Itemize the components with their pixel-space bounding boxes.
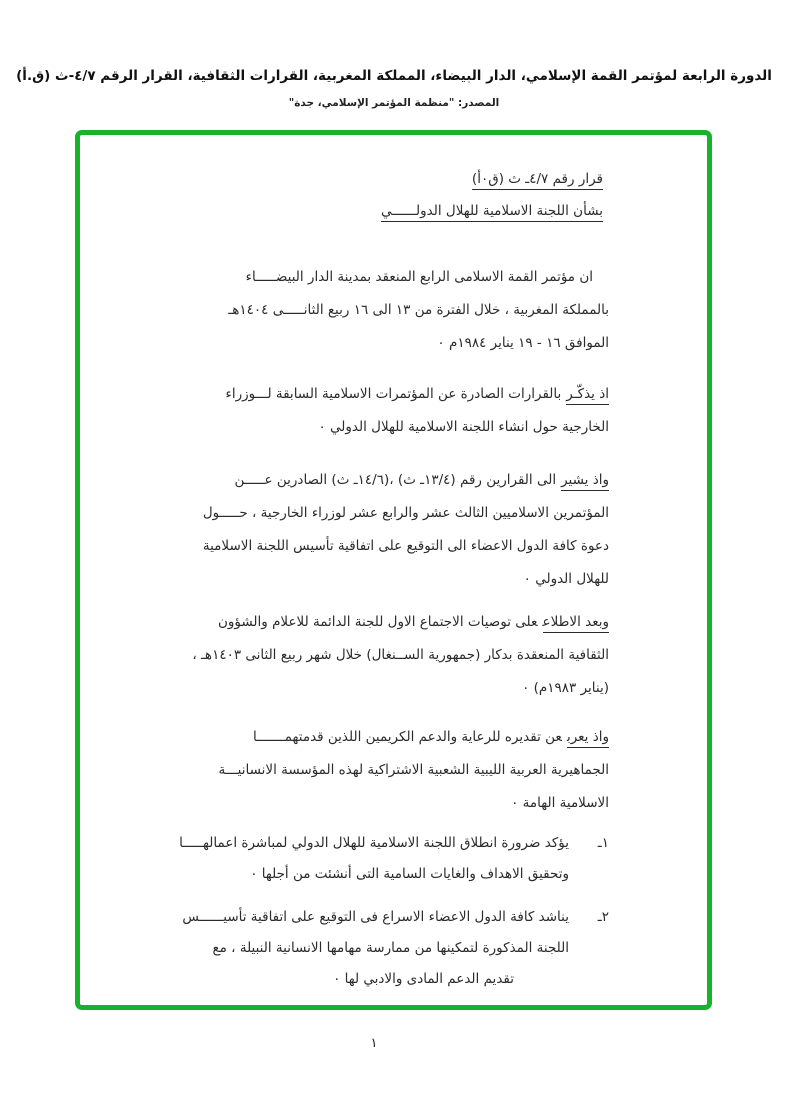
- operative-item-1: [110, 828, 609, 890]
- paragraph-preamble-4: [110, 606, 609, 705]
- item-number: ٢ـ: [597, 909, 609, 925]
- text-line: ٢ـيناشد كافة الدول الاعضاء الاسراع فى التوقيع على اتفاقية تأسيــــــس: [110, 902, 609, 933]
- lead-phrase: اذ يذكّـر: [566, 386, 609, 405]
- operative-item-2: [110, 902, 609, 995]
- text-line: وبعد الاطلاععلى توصيات الاجتماع الاول للجنة الدائمة للاعلام والشؤون: [110, 606, 609, 639]
- page-number: ١: [370, 1036, 378, 1051]
- text-line: الجماهيرية العربية الليبية الشعبية الاشتراكية لهذه المؤسسة الانسانيـــة: [218, 762, 609, 778]
- text-line: اذ يذكّـربالقرارات الصادرة عن المؤتمرات الاسلامية السابقة لـــوزراء: [110, 378, 609, 411]
- paragraph-preamble-2: [110, 378, 609, 444]
- text-line: وتحقيق الاهداف والغايات السامية التى أنشئت من أجلها ٠: [250, 866, 569, 882]
- text-line: الموافق ١٦ - ١٩ يناير ١٩٨٤م ٠: [437, 335, 609, 351]
- item-number: ١ـ: [597, 835, 609, 851]
- text-line: (يناير ١٩٨٣م) ٠: [522, 680, 609, 696]
- decision-title: [110, 163, 603, 227]
- document-frame: [75, 130, 712, 1010]
- text-line: تقديم الدعم المادى والادبي لها ٠: [333, 971, 514, 987]
- document-content: [80, 135, 707, 1005]
- text-line: بالمملكة المغربية ، خلال الفترة من ١٣ الى ١٦ ربيع الثانـــــى ١٤٠٤هـ: [228, 302, 609, 318]
- text-line: واذ يشيرالى القرارين رقم (١٣/٤ـ ث) ،(١٤/٦ـ ث) الصادرين عـــــن: [110, 464, 609, 497]
- paragraph-preamble-5: [110, 721, 609, 820]
- text-line: الاسلامية الهامة ٠: [511, 795, 609, 811]
- decision-subject-line: بشأن اللجنة الاسلامية للهلال الدولــــــي: [110, 195, 603, 227]
- citation-line: الدورة الرابعة لمؤتمر القمة الإسلامي، الدار البيضاء، المملكة المغربية، القرارات الثقافية، القرار الرقم ٤/٧-ث (ق.أ): [16, 68, 772, 84]
- text-line: واذ يعربعن تقديره للرعاية والدعم الكريمين اللذين قدمتهمـــــــا: [110, 721, 609, 754]
- lead-phrase: وبعد الاطلاع: [543, 614, 609, 633]
- text-line: المؤتمرين الاسلاميين الثالث عشر والرابع عشر لوزراء الخارجية ، حـــــول: [202, 505, 609, 521]
- lead-phrase: واذ يشير: [561, 472, 609, 491]
- text-line: ١ـيؤكد ضرورة انطلاق اللجنة الاسلامية للهلال الدولي لمباشرة اعمالهـــــا: [110, 828, 609, 859]
- text-line: الخارجية حول انشاء اللجنة الاسلامية للهلال الدولي ٠: [318, 419, 609, 435]
- text-line: اللجنة المذكورة لتمكينها من ممارسة مهامها الانسانية النبيلة ، مع: [212, 940, 569, 956]
- text-line: دعوة كافة الدول الاعضاء الى التوقيع على اتفاقية تأسيس اللجنة الاسلامية: [202, 538, 609, 554]
- text-line: للهلال الدولي ٠: [523, 571, 609, 587]
- lead-phrase: واذ يعرب: [567, 729, 609, 748]
- paragraph-preamble-1: [110, 261, 609, 360]
- source-line: المصدر: "منظمة المؤتمر الإسلامي، جدة": [288, 97, 500, 109]
- decision-number-line: قرار رقم ٤/٧ـ ث (ق٠أ): [110, 163, 603, 195]
- text-line: الثقافية المنعقدة بدكار (جمهورية الســنغال) خلال شهر ربيع الثانى ١٤٠٣هـ ،: [192, 647, 609, 663]
- text-line: ان مؤتمر القمة الاسلامى الرابع المنعقد بمدينة الدار البيضـــــاء: [245, 269, 593, 285]
- paragraph-preamble-3: [110, 464, 609, 596]
